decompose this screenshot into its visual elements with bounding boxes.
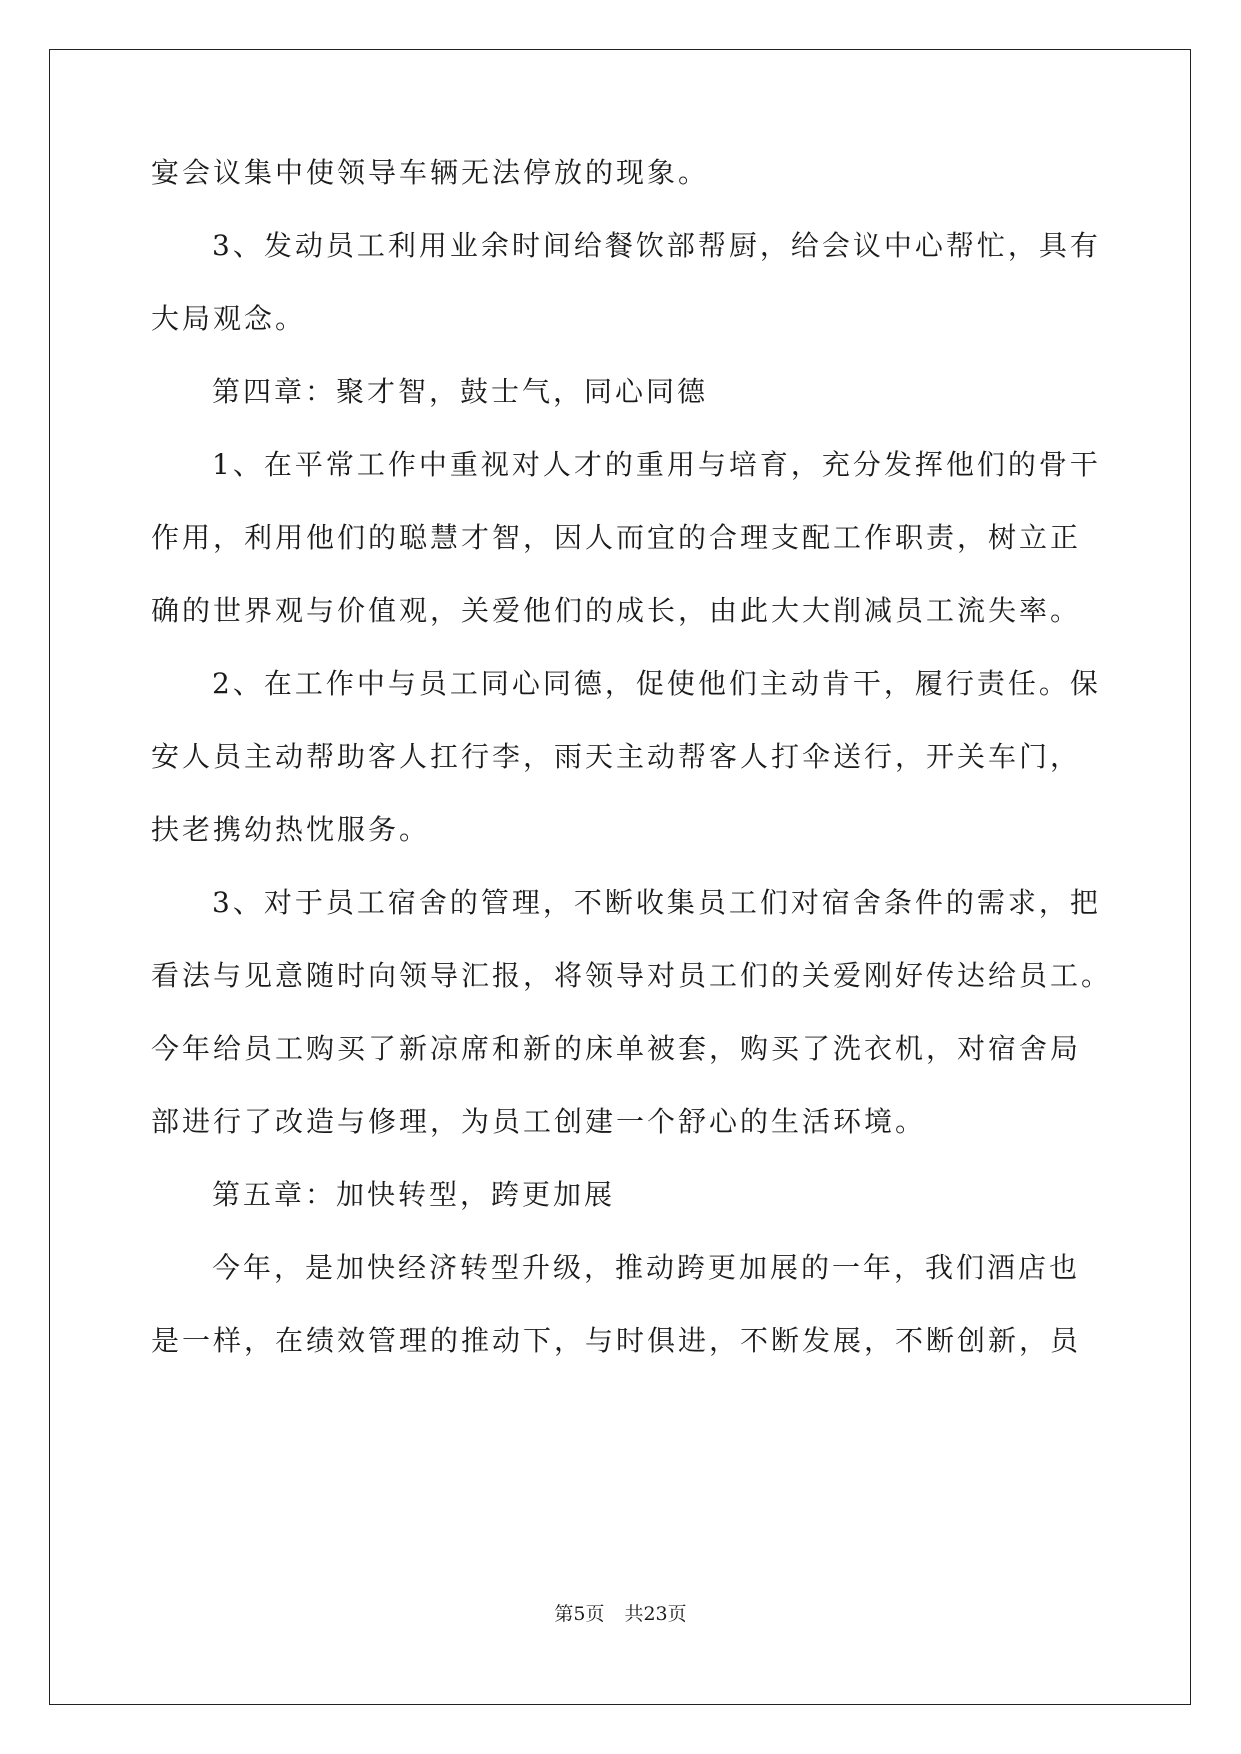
paragraph-first-line: 2、在工作中与员工同心同德，促使他们主动肯干，履行责任。保 xyxy=(212,667,1101,700)
text-line: 安人员主动帮助客人扛行李，雨天主动帮客人打伞送行，开关车门， xyxy=(151,740,1082,773)
text-line: 是一样，在绩效管理的推动下，与时俱进，不断发展，不断创新，员 xyxy=(151,1324,1082,1357)
text-line: 今年给员工购买了新凉席和新的床单被套，购买了洗衣机，对宿舍局 xyxy=(151,1032,1082,1065)
paragraph-first-line: 3、对于员工宿舍的管理，不断收集员工们对宿舍条件的需求，把 xyxy=(212,886,1101,919)
text-line: 大局观念。 xyxy=(151,302,307,335)
text-line: 部进行了改造与修理，为员工创建一个舒心的生活环境。 xyxy=(151,1105,927,1138)
paragraph-first-line: 今年，是加快经济转型升级，推动跨更加展的一年，我们酒店也 xyxy=(212,1251,1081,1284)
text-line: 看法与见意随时向领导汇报，将领导对员工们的关爱刚好传达给员工。 xyxy=(151,959,1113,992)
page-total: 共23页 xyxy=(624,1603,687,1625)
text-line: 宴会议集中使领导车辆无法停放的现象。 xyxy=(151,156,710,189)
chapter-heading: 第四章：聚才智，鼓士气，同心同德 xyxy=(212,375,709,408)
page-border xyxy=(49,49,1191,1705)
page-number: 第5页 xyxy=(554,1603,605,1625)
chapter-heading: 第五章：加快转型，跨更加展 xyxy=(212,1178,616,1211)
paragraph-first-line: 1、在平常工作中重视对人才的重用与培育，充分发挥他们的骨干 xyxy=(212,448,1101,481)
text-line: 扶老携幼热忱服务。 xyxy=(151,813,431,846)
text-line: 确的世界观与价值观，关爱他们的成长，由此大大削减员工流失率。 xyxy=(151,594,1082,627)
page-footer xyxy=(0,1602,1241,1626)
paragraph-first-line: 3、发动员工利用业余时间给餐饮部帮厨，给会议中心帮忙，具有 xyxy=(212,229,1101,262)
text-line: 作用，利用他们的聪慧才智，因人而宜的合理支配工作职责，树立正 xyxy=(151,521,1082,554)
